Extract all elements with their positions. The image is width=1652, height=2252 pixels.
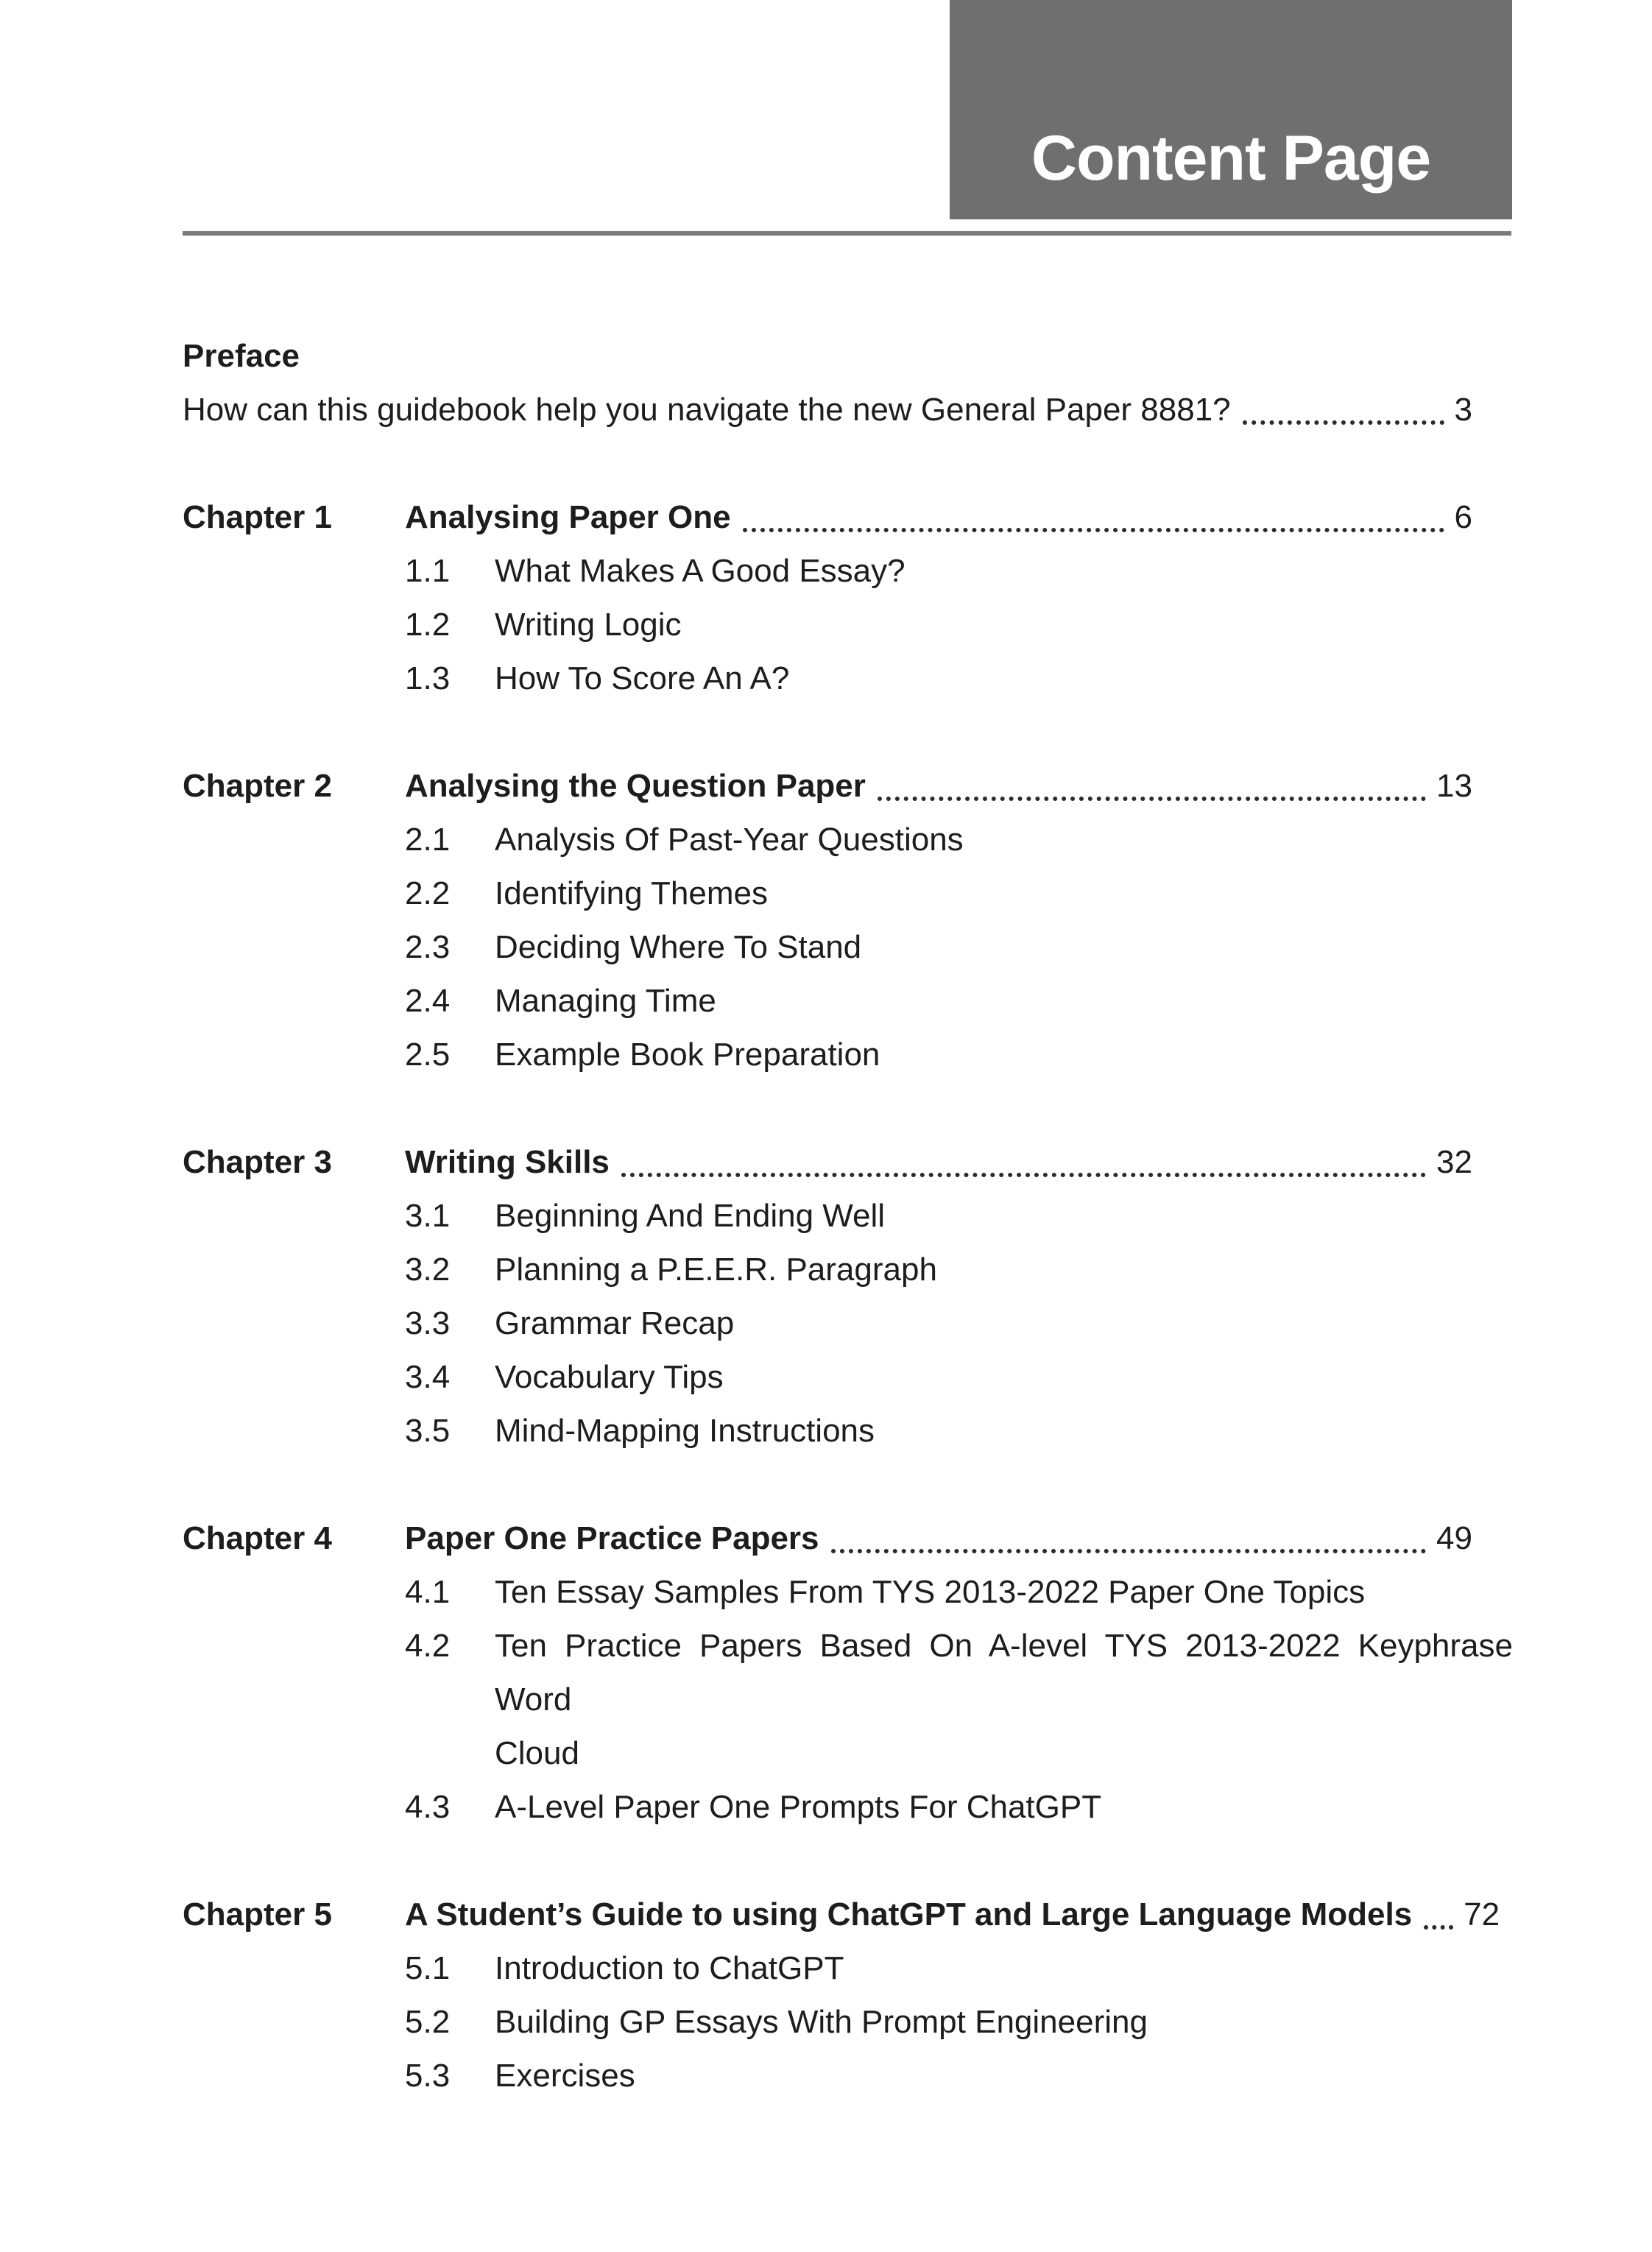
- section-row: [183, 1404, 1513, 1458]
- chapter-block-2: [183, 759, 1513, 1081]
- section-row: [183, 1243, 1513, 1296]
- section-title: Analysis Of Past-Year Questions: [495, 822, 964, 858]
- page-header-banner: [950, 0, 1512, 219]
- section-number: 2.1: [405, 822, 451, 858]
- section-title-line-2: Cloud: [495, 1735, 579, 1771]
- section-title: Managing Time: [495, 983, 716, 1019]
- chapter-block-5: [183, 1888, 1513, 2103]
- chapter-heading-row: [183, 490, 1513, 544]
- chapter-title: Analysing Paper One: [405, 499, 731, 535]
- section-title: Vocabulary Tips: [495, 1359, 724, 1395]
- dotted-leader: [743, 528, 1444, 532]
- section-number: 4.2: [405, 1628, 451, 1664]
- section-title: Beginning And Ending Well: [495, 1198, 886, 1234]
- chapter-label: Chapter 2: [183, 768, 332, 804]
- section-row: [183, 974, 1513, 1028]
- section-row: [183, 544, 1513, 598]
- section-number: 4.3: [405, 1789, 451, 1825]
- section-row: [183, 866, 1513, 920]
- section-title: Exercises: [495, 2058, 635, 2094]
- section-number: 5.3: [405, 2058, 451, 2094]
- chapter-heading-row: [183, 1511, 1513, 1565]
- chapter-block-3: [183, 1135, 1513, 1458]
- chapter-heading-row: [183, 1888, 1513, 1941]
- preface-block: [183, 329, 1513, 437]
- chapter-title: Writing Skills: [405, 1144, 610, 1180]
- page-title: Content Page: [1031, 123, 1431, 194]
- section-row: [183, 1619, 1513, 1780]
- section-number: 3.1: [405, 1198, 451, 1234]
- section-title: Deciding Where To Stand: [495, 929, 862, 965]
- section-row: [183, 1028, 1513, 1081]
- section-title: Ten Essay Samples From TYS 2013-2022 Paper One Topics: [495, 1574, 1366, 1610]
- dotted-leader: [831, 1549, 1427, 1553]
- section-title: Building GP Essays With Prompt Engineering: [495, 2004, 1148, 2040]
- section-title: Planning a P.E.E.R. Paragraph: [495, 1252, 937, 1288]
- section-row: [183, 813, 1513, 866]
- section-row: [183, 1189, 1513, 1243]
- section-row: [183, 1941, 1513, 1995]
- section-title: A-Level Paper One Prompts For ChatGPT: [495, 1789, 1102, 1825]
- dotted-leader: [1243, 420, 1444, 425]
- chapter-heading-row: [183, 1135, 1513, 1189]
- section-title: How To Score An A?: [495, 660, 790, 696]
- chapter-label: Chapter 1: [183, 499, 332, 535]
- section-title: Grammar Recap: [495, 1305, 735, 1341]
- dotted-leader: [878, 797, 1426, 801]
- section-number: 3.3: [405, 1305, 451, 1341]
- section-title: [495, 1619, 1513, 1780]
- section-number: 1.3: [405, 660, 451, 696]
- chapter-label: Chapter 5: [183, 1896, 332, 1932]
- section-row: [183, 1565, 1513, 1619]
- chapter-page-number: 32: [1436, 1144, 1472, 1180]
- section-row: [183, 652, 1513, 705]
- dotted-leader: [1424, 1925, 1453, 1930]
- section-row: [183, 1350, 1513, 1404]
- section-number: 3.5: [405, 1413, 451, 1449]
- section-number: 2.4: [405, 983, 451, 1019]
- section-title: Writing Logic: [495, 607, 682, 643]
- section-title: Introduction to ChatGPT: [495, 1950, 844, 1986]
- preface-page-number: 3: [1454, 392, 1472, 428]
- section-number: 2.5: [405, 1037, 451, 1073]
- section-number: 2.2: [405, 875, 451, 911]
- preface-heading: Preface: [183, 338, 300, 374]
- chapter-page-number: 49: [1436, 1520, 1472, 1556]
- chapter-title: Analysing the Question Paper: [405, 768, 866, 804]
- chapter-label: Chapter 3: [183, 1144, 332, 1180]
- section-number: 2.3: [405, 929, 451, 965]
- section-row: [183, 1780, 1513, 1834]
- chapter-page-number: 72: [1464, 1896, 1500, 1932]
- section-title: Example Book Preparation: [495, 1037, 880, 1073]
- chapter-heading-row: [183, 759, 1513, 813]
- section-number: 4.1: [405, 1574, 451, 1610]
- section-row: [183, 920, 1513, 974]
- chapter-label: Chapter 4: [183, 1520, 332, 1556]
- dotted-leader: [621, 1173, 1426, 1177]
- section-number: 3.4: [405, 1359, 451, 1395]
- chapter-page-number: 6: [1454, 499, 1472, 535]
- section-number: 1.1: [405, 553, 451, 589]
- section-row: [183, 1296, 1513, 1350]
- table-of-contents: [183, 329, 1513, 2103]
- section-row: [183, 1995, 1513, 2049]
- preface-heading-row: [183, 329, 1513, 383]
- preface-entry-row: [183, 383, 1513, 437]
- section-number: 5.1: [405, 1950, 451, 1986]
- section-row: [183, 2049, 1513, 2103]
- section-number: 1.2: [405, 607, 451, 643]
- section-number: 3.2: [405, 1252, 451, 1288]
- section-title: What Makes A Good Essay?: [495, 553, 906, 589]
- chapter-title: A Student’s Guide to using ChatGPT and Large Language Models: [405, 1896, 1413, 1932]
- chapter-title: Paper One Practice Papers: [405, 1520, 819, 1556]
- section-row: [183, 598, 1513, 652]
- section-title-line-1: Ten Practice Papers Based On A-level TYS 2013-2022 Keyphrase Word: [495, 1628, 1513, 1718]
- section-title: Identifying Themes: [495, 875, 768, 911]
- section-title: Mind-Mapping Instructions: [495, 1413, 875, 1449]
- chapter-block-1: [183, 490, 1513, 705]
- chapter-block-4: [183, 1511, 1513, 1834]
- preface-entry-text: How can this guidebook help you navigate the new General Paper 8881?: [183, 392, 1231, 428]
- chapter-page-number: 13: [1436, 768, 1472, 804]
- section-number: 5.2: [405, 2004, 451, 2040]
- header-divider: [183, 231, 1511, 236]
